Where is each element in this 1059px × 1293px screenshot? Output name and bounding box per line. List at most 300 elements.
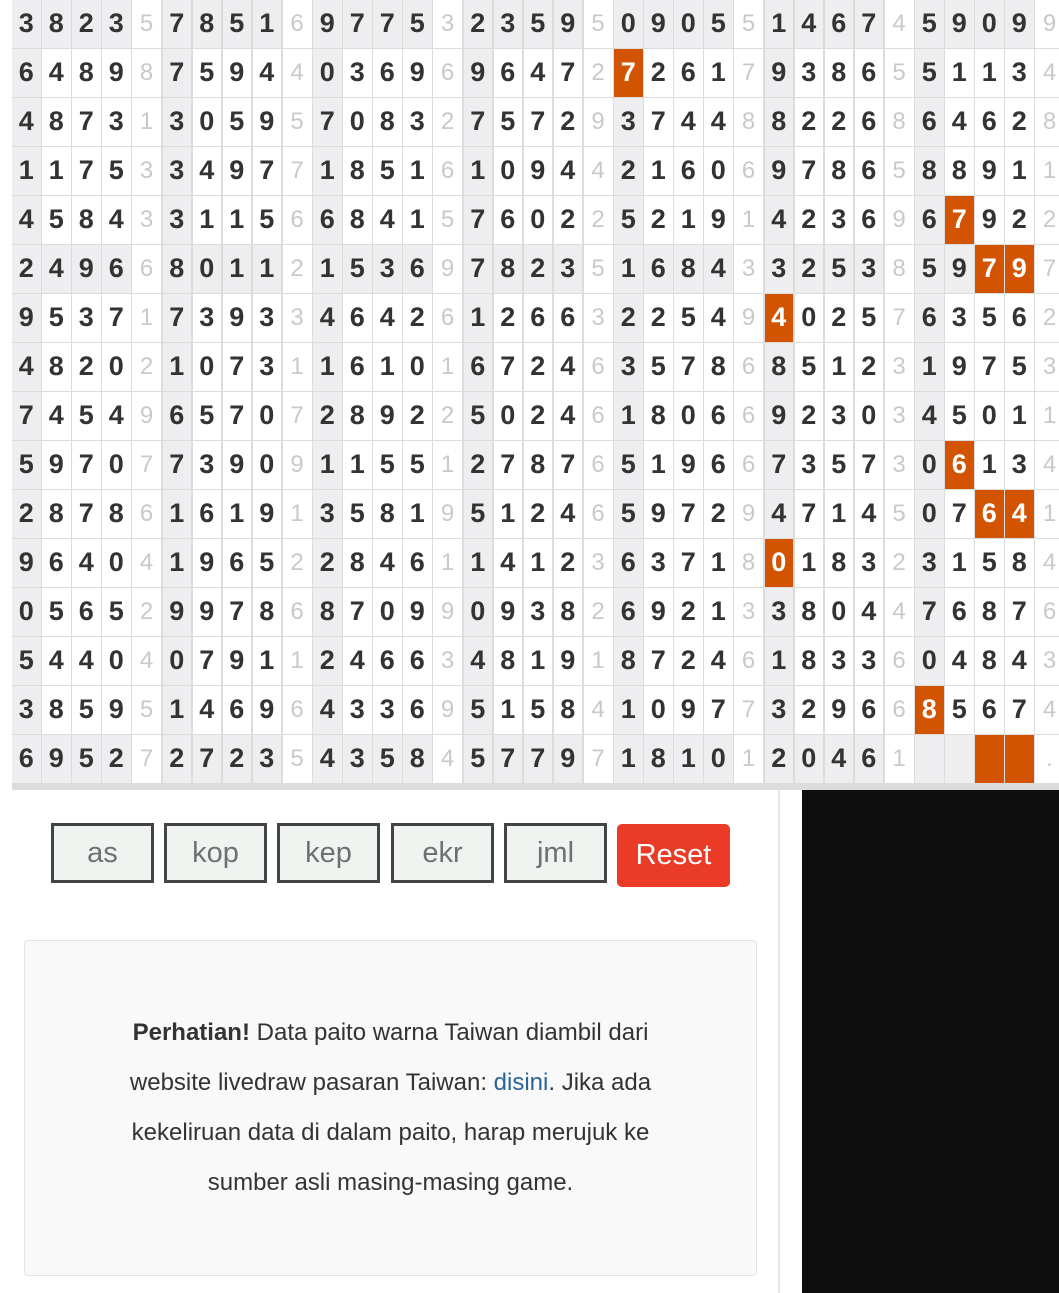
notice-text xyxy=(91,1008,691,1208)
paito-cell: 0 xyxy=(825,588,854,636)
paito-cell: 0 xyxy=(163,637,192,685)
paito-separator: 3 xyxy=(1035,637,1059,685)
paito-cell: 5 xyxy=(12,441,41,489)
paito-cell: 7 xyxy=(795,490,824,538)
paito-cell: 8 xyxy=(42,98,71,146)
paito-separator: 7 xyxy=(734,686,763,734)
paito-separator: 8 xyxy=(734,539,763,587)
paito-cell: 8 xyxy=(524,441,553,489)
paito-cell: 7 xyxy=(795,147,824,195)
jml-input[interactable] xyxy=(504,823,607,883)
paito-cell: 9 xyxy=(554,637,583,685)
paito-separator: 3 xyxy=(132,196,161,244)
paito-cell: 2 xyxy=(795,686,824,734)
paito-cell: 5 xyxy=(343,490,372,538)
paito-cell: 0 xyxy=(313,49,342,97)
reset-button[interactable]: Reset xyxy=(617,824,730,887)
paito-cell: 6 xyxy=(313,196,342,244)
paito-cell: 1 xyxy=(494,686,523,734)
paito-separator: 6 xyxy=(734,637,763,685)
paito-cell: 2 xyxy=(464,441,493,489)
paito-cell: 4 xyxy=(42,49,71,97)
paito-separator: 3 xyxy=(885,392,914,440)
paito-separator: 2 xyxy=(283,245,312,293)
paito-cell: 9 xyxy=(403,49,432,97)
paito-cell: 6 xyxy=(855,196,884,244)
source-link[interactable]: disini xyxy=(493,1069,549,1096)
paito-row xyxy=(12,686,1059,734)
paito-separator: 9 xyxy=(433,490,462,538)
paito-row xyxy=(12,490,1059,538)
paito-cell: 6 xyxy=(855,49,884,97)
paito-cell: 8 xyxy=(343,392,372,440)
paito-separator: 8 xyxy=(1035,98,1059,146)
paito-separator: 6 xyxy=(584,392,613,440)
paito-cell: 5 xyxy=(42,294,71,342)
paito-cell: 9 xyxy=(464,49,493,97)
paito-separator: 6 xyxy=(734,441,763,489)
ekr-input[interactable] xyxy=(391,823,494,883)
paito-cell: 7 xyxy=(163,49,192,97)
paito-cell: 9 xyxy=(1005,245,1034,293)
paito-separator: 2 xyxy=(283,539,312,587)
paito-cell: 3 xyxy=(915,539,944,587)
paito-cell: 3 xyxy=(765,245,794,293)
paito-cell: 4 xyxy=(72,637,101,685)
paito-cell: 1 xyxy=(644,147,673,195)
paito-cell: 1 xyxy=(765,0,794,48)
paito-cell: 5 xyxy=(1005,343,1034,391)
paito-separator: 9 xyxy=(734,490,763,538)
paito-cell: 7 xyxy=(72,147,101,195)
paito-cell: 0 xyxy=(674,392,703,440)
paito-cell: 5 xyxy=(193,392,222,440)
paito-separator: 2 xyxy=(132,588,161,636)
paito-cell: 6 xyxy=(945,441,974,489)
paito-cell: 4 xyxy=(704,98,733,146)
paito-separator: 6 xyxy=(283,588,312,636)
paito-cell: 2 xyxy=(403,392,432,440)
paito-cell: 4 xyxy=(193,686,222,734)
paito-cell: 1 xyxy=(163,686,192,734)
paito-cell: 6 xyxy=(614,539,643,587)
paito-cell: 4 xyxy=(554,147,583,195)
paito-cell: 4 xyxy=(945,98,974,146)
paito-cell: 5 xyxy=(825,441,854,489)
paito-cell: 2 xyxy=(1005,196,1034,244)
paito-cell: 8 xyxy=(343,196,372,244)
paito-cell: 9 xyxy=(223,147,252,195)
paito-row xyxy=(12,147,1059,195)
paito-row xyxy=(12,98,1059,146)
paito-cell: 3 xyxy=(524,588,553,636)
paito-cell: 7 xyxy=(855,0,884,48)
paito-separator: 8 xyxy=(885,245,914,293)
paito-separator: 4 xyxy=(1035,49,1059,97)
paito-cell: 7 xyxy=(644,637,673,685)
paito-cell: 8 xyxy=(373,490,402,538)
paito-cell: 0 xyxy=(704,735,733,783)
paito-cell: 3 xyxy=(163,147,192,195)
paito-cell: 8 xyxy=(554,686,583,734)
paito-cell: 3 xyxy=(253,735,282,783)
paito-cell: 8 xyxy=(343,147,372,195)
paito-cell: 2 xyxy=(102,735,131,783)
paito-cell: 0 xyxy=(855,392,884,440)
paito-cell: 1 xyxy=(945,539,974,587)
paito-cell: 1 xyxy=(975,441,1004,489)
paito-cell: 0 xyxy=(524,196,553,244)
paito-cell: 6 xyxy=(373,637,402,685)
paito-cell: 6 xyxy=(825,0,854,48)
paito-cell: 2 xyxy=(72,343,101,391)
paito-cell: 7 xyxy=(12,392,41,440)
paito-cell: 2 xyxy=(1005,98,1034,146)
paito-cell: 6 xyxy=(554,294,583,342)
paito-separator: 4 xyxy=(1035,539,1059,587)
paito-cell: 7 xyxy=(72,490,101,538)
paito-cell: 7 xyxy=(193,637,222,685)
paito-cell: 6 xyxy=(373,49,402,97)
paito-separator: 5 xyxy=(885,147,914,195)
paito-cell: 8 xyxy=(163,245,192,293)
paito-cell: 5 xyxy=(614,441,643,489)
paito-cell: 9 xyxy=(765,392,794,440)
paito-cell: 1 xyxy=(644,441,673,489)
paito-separator: 7 xyxy=(1035,245,1059,293)
paito-separator: 6 xyxy=(584,490,613,538)
paito-cell: 9 xyxy=(12,539,41,587)
paito-cell: 5 xyxy=(915,49,944,97)
paito-cell: 1 xyxy=(945,49,974,97)
paito-cell: 5 xyxy=(524,0,553,48)
paito-cell: 9 xyxy=(704,196,733,244)
paito-cell: 9 xyxy=(945,245,974,293)
paito-separator: 3 xyxy=(433,637,462,685)
paito-cell: 6 xyxy=(524,294,553,342)
paito-separator: 3 xyxy=(734,245,763,293)
paito-cell: 3 xyxy=(253,343,282,391)
paito-cell: 4 xyxy=(464,637,493,685)
paito-cell: 7 xyxy=(674,490,703,538)
paito-cell: 5 xyxy=(193,49,222,97)
paito-cell: 0 xyxy=(644,686,673,734)
paito-cell: 5 xyxy=(644,343,673,391)
paito-separator: 5 xyxy=(885,490,914,538)
paito-cell: 5 xyxy=(855,294,884,342)
paito-cell: 6 xyxy=(403,686,432,734)
paito-cell: 5 xyxy=(915,0,944,48)
paito-cell: 2 xyxy=(12,245,41,293)
paito-separator: 5 xyxy=(132,0,161,48)
paito-separator: 9 xyxy=(734,294,763,342)
paito-cell: 8 xyxy=(72,49,101,97)
paito-cell: 8 xyxy=(494,245,523,293)
paito-cell: 1 xyxy=(253,637,282,685)
paito-cell: 9 xyxy=(765,49,794,97)
paito-cell: 7 xyxy=(193,735,222,783)
paito-cell: 7 xyxy=(253,147,282,195)
paito-cell: 1 xyxy=(765,637,794,685)
paito-cell: 1 xyxy=(494,490,523,538)
paito-cell: 0 xyxy=(373,588,402,636)
paito-separator: 6 xyxy=(584,441,613,489)
paito-cell: 7 xyxy=(494,343,523,391)
paito-cell: 5 xyxy=(102,588,131,636)
paito-cell: 1 xyxy=(313,343,342,391)
paito-cell: 3 xyxy=(193,441,222,489)
paito-separator: 9 xyxy=(433,245,462,293)
paito-cell: 5 xyxy=(343,245,372,293)
paito-separator: 3 xyxy=(584,539,613,587)
paito-cell: 0 xyxy=(343,98,372,146)
paito-separator: 3 xyxy=(885,441,914,489)
paito-cell: 7 xyxy=(223,343,252,391)
paito-row xyxy=(12,245,1059,293)
paito-cell: 9 xyxy=(42,441,71,489)
paito-cell: 7 xyxy=(554,49,583,97)
paito-cell: 1 xyxy=(464,147,493,195)
paito-cell: 3 xyxy=(163,196,192,244)
paito-cell: 9 xyxy=(975,147,1004,195)
paito-cell: 3 xyxy=(765,686,794,734)
paito-cell: 0 xyxy=(494,147,523,195)
paito-cell: 8 xyxy=(403,735,432,783)
paito-separator: 2 xyxy=(584,588,613,636)
paito-cell: 7 xyxy=(72,441,101,489)
paito-cell: 0 xyxy=(193,98,222,146)
paito-cell: 2 xyxy=(795,98,824,146)
paito-cell: 8 xyxy=(765,98,794,146)
paito-cell: 7 xyxy=(855,441,884,489)
paito-separator: 7 xyxy=(283,392,312,440)
paito-cell: 6 xyxy=(915,294,944,342)
paito-cell: 3 xyxy=(102,0,131,48)
paito-cell: 3 xyxy=(253,294,282,342)
paito-cell: 1 xyxy=(223,196,252,244)
paito-separator: 4 xyxy=(1035,686,1059,734)
paito-separator: 1 xyxy=(885,735,914,783)
paito-cell: 1 xyxy=(975,49,1004,97)
paito-cell: 3 xyxy=(102,98,131,146)
paito-cell: 6 xyxy=(855,98,884,146)
paito-cell: 5 xyxy=(915,245,944,293)
notice-text-2: . Jika ada kekeliruan data di dalam paito, harap merujuk ke sumber asli masing-masing game. xyxy=(131,1069,652,1196)
paito-cell: 2 xyxy=(554,539,583,587)
paito-cell: 7 xyxy=(223,588,252,636)
paito-cell: 7 xyxy=(494,441,523,489)
paito-cell: 1 xyxy=(1005,147,1034,195)
paito-separator: 9 xyxy=(1035,0,1059,48)
paito-cell: 5 xyxy=(223,0,252,48)
paito-cell: 9 xyxy=(644,490,673,538)
paito-cell: 4 xyxy=(343,637,372,685)
paito-cell: 9 xyxy=(494,588,523,636)
paito-cell: 6 xyxy=(163,392,192,440)
paito-cell: 2 xyxy=(825,98,854,146)
paito-cell: 4 xyxy=(765,490,794,538)
paito-cell: 7 xyxy=(945,196,974,244)
as-input[interactable] xyxy=(51,823,154,883)
paito-cell: 6 xyxy=(12,49,41,97)
paito-cell: 0 xyxy=(795,735,824,783)
paito-cell: 7 xyxy=(704,686,733,734)
paito-cell xyxy=(1005,735,1034,783)
paito-cell: 7 xyxy=(102,294,131,342)
dark-side-panel xyxy=(802,790,1059,1293)
paito-cell: 7 xyxy=(343,588,372,636)
paito-cell: 0 xyxy=(102,539,131,587)
paito-cell: 7 xyxy=(765,441,794,489)
paito-cell: 5 xyxy=(42,196,71,244)
paito-cell: 4 xyxy=(855,490,884,538)
paito-cell: 0 xyxy=(915,637,944,685)
paito-cell: 3 xyxy=(373,686,402,734)
paito-cell: 6 xyxy=(494,196,523,244)
paito-cell: 1 xyxy=(223,245,252,293)
paito-cell: 2 xyxy=(524,392,553,440)
paito-cell: 4 xyxy=(12,343,41,391)
paito-cell: 6 xyxy=(704,392,733,440)
paito-cell: 5 xyxy=(674,294,703,342)
kep-input[interactable] xyxy=(277,823,380,883)
paito-cell: 7 xyxy=(1005,588,1034,636)
paito-cell: 1 xyxy=(674,735,703,783)
paito-separator: 5 xyxy=(584,245,613,293)
paito-cell: 7 xyxy=(464,245,493,293)
paito-cell: 1 xyxy=(1005,392,1034,440)
paito-cell: 8 xyxy=(825,49,854,97)
paito-cell: 4 xyxy=(72,539,101,587)
paito-row xyxy=(12,0,1059,48)
paito-cell: 8 xyxy=(945,147,974,195)
paito-cell: 5 xyxy=(975,294,1004,342)
paito-cell: 7 xyxy=(464,98,493,146)
paito-row xyxy=(12,49,1059,97)
paito-cell: 5 xyxy=(464,490,493,538)
paito-separator: 7 xyxy=(885,294,914,342)
paito-cell: 7 xyxy=(163,441,192,489)
paito-cell: 7 xyxy=(313,98,342,146)
paito-cell: 9 xyxy=(644,0,673,48)
paito-cell: 1 xyxy=(403,196,432,244)
paito-cell: 2 xyxy=(674,637,703,685)
paito-cell: 0 xyxy=(614,0,643,48)
paito-cell: 8 xyxy=(644,735,673,783)
paito-cell: 3 xyxy=(12,686,41,734)
paito-cell: 8 xyxy=(42,0,71,48)
paito-cell: 0 xyxy=(975,392,1004,440)
paito-cell: 5 xyxy=(72,392,101,440)
paito-cell: 4 xyxy=(704,294,733,342)
paito-separator: 1 xyxy=(283,490,312,538)
paito-cell: 2 xyxy=(313,637,342,685)
paito-cell: 8 xyxy=(674,245,703,293)
paito-cell: 7 xyxy=(975,343,1004,391)
paito-cell: 7 xyxy=(72,98,101,146)
paito-cell: 3 xyxy=(193,294,222,342)
paito-cell: 2 xyxy=(524,490,553,538)
paito-separator: 2 xyxy=(1035,196,1059,244)
paito-cell: 1 xyxy=(163,490,192,538)
paito-row xyxy=(12,343,1059,391)
paito-cell: 2 xyxy=(163,735,192,783)
paito-cell: 4 xyxy=(704,637,733,685)
paito-cell: 1 xyxy=(253,245,282,293)
paito-cell: 9 xyxy=(644,588,673,636)
paito-cell: 8 xyxy=(102,490,131,538)
paito-cell: 3 xyxy=(1005,441,1034,489)
paito-cell: 9 xyxy=(554,735,583,783)
paito-row xyxy=(12,637,1059,685)
paito-cell: 5 xyxy=(373,147,402,195)
paito-cell: 9 xyxy=(674,686,703,734)
paito-cell: 6 xyxy=(945,588,974,636)
paito-cell: 3 xyxy=(403,98,432,146)
paito-cell: 5 xyxy=(614,196,643,244)
paito-cell: 6 xyxy=(915,196,944,244)
paito-separator: 3 xyxy=(885,343,914,391)
paito-cell: 8 xyxy=(975,637,1004,685)
paito-row xyxy=(12,441,1059,489)
paito-separator: 1 xyxy=(132,294,161,342)
paito-separator: 2 xyxy=(584,49,613,97)
paito-cell: 2 xyxy=(223,735,252,783)
paito-cell: 7 xyxy=(373,0,402,48)
kop-input[interactable] xyxy=(164,823,267,883)
paito-cell: 9 xyxy=(253,490,282,538)
paito-cell: 0 xyxy=(765,539,794,587)
paito-cell: 7 xyxy=(644,98,673,146)
paito-cell: 4 xyxy=(12,196,41,244)
paito-separator: 1 xyxy=(734,735,763,783)
paito-separator: 7 xyxy=(283,147,312,195)
paito-cell: 2 xyxy=(674,588,703,636)
paito-cell: 1 xyxy=(163,343,192,391)
paito-cell: 2 xyxy=(704,490,733,538)
paito-separator: 1 xyxy=(433,539,462,587)
paito-cell: 9 xyxy=(163,588,192,636)
paito-cell: 3 xyxy=(373,245,402,293)
notice-box xyxy=(24,940,757,1276)
paito-cell: 2 xyxy=(765,735,794,783)
paito-separator: 6 xyxy=(283,686,312,734)
paito-cell: 2 xyxy=(644,196,673,244)
paito-cell: 2 xyxy=(644,49,673,97)
paito-separator: 6 xyxy=(433,147,462,195)
paito-cell: 3 xyxy=(343,49,372,97)
paito-cell: 8 xyxy=(915,686,944,734)
paito-cell: 4 xyxy=(554,343,583,391)
paito-cell: 3 xyxy=(945,294,974,342)
paito-cell: 4 xyxy=(373,196,402,244)
paito-cell: 6 xyxy=(644,245,673,293)
paito-cell: 4 xyxy=(795,0,824,48)
paito-cell: 0 xyxy=(403,343,432,391)
paito-separator: 4 xyxy=(584,147,613,195)
paito-separator: 1 xyxy=(1035,392,1059,440)
paito-cell: 5 xyxy=(975,539,1004,587)
paito-cell: 9 xyxy=(825,686,854,734)
paito-separator: 2 xyxy=(1035,294,1059,342)
paito-cell: 8 xyxy=(765,343,794,391)
paito-row xyxy=(12,294,1059,342)
paito-separator: 2 xyxy=(584,196,613,244)
paito-cell: 6 xyxy=(403,539,432,587)
paito-cell: 1 xyxy=(795,539,824,587)
paito-separator: 9 xyxy=(283,441,312,489)
paito-cell: 6 xyxy=(403,637,432,685)
